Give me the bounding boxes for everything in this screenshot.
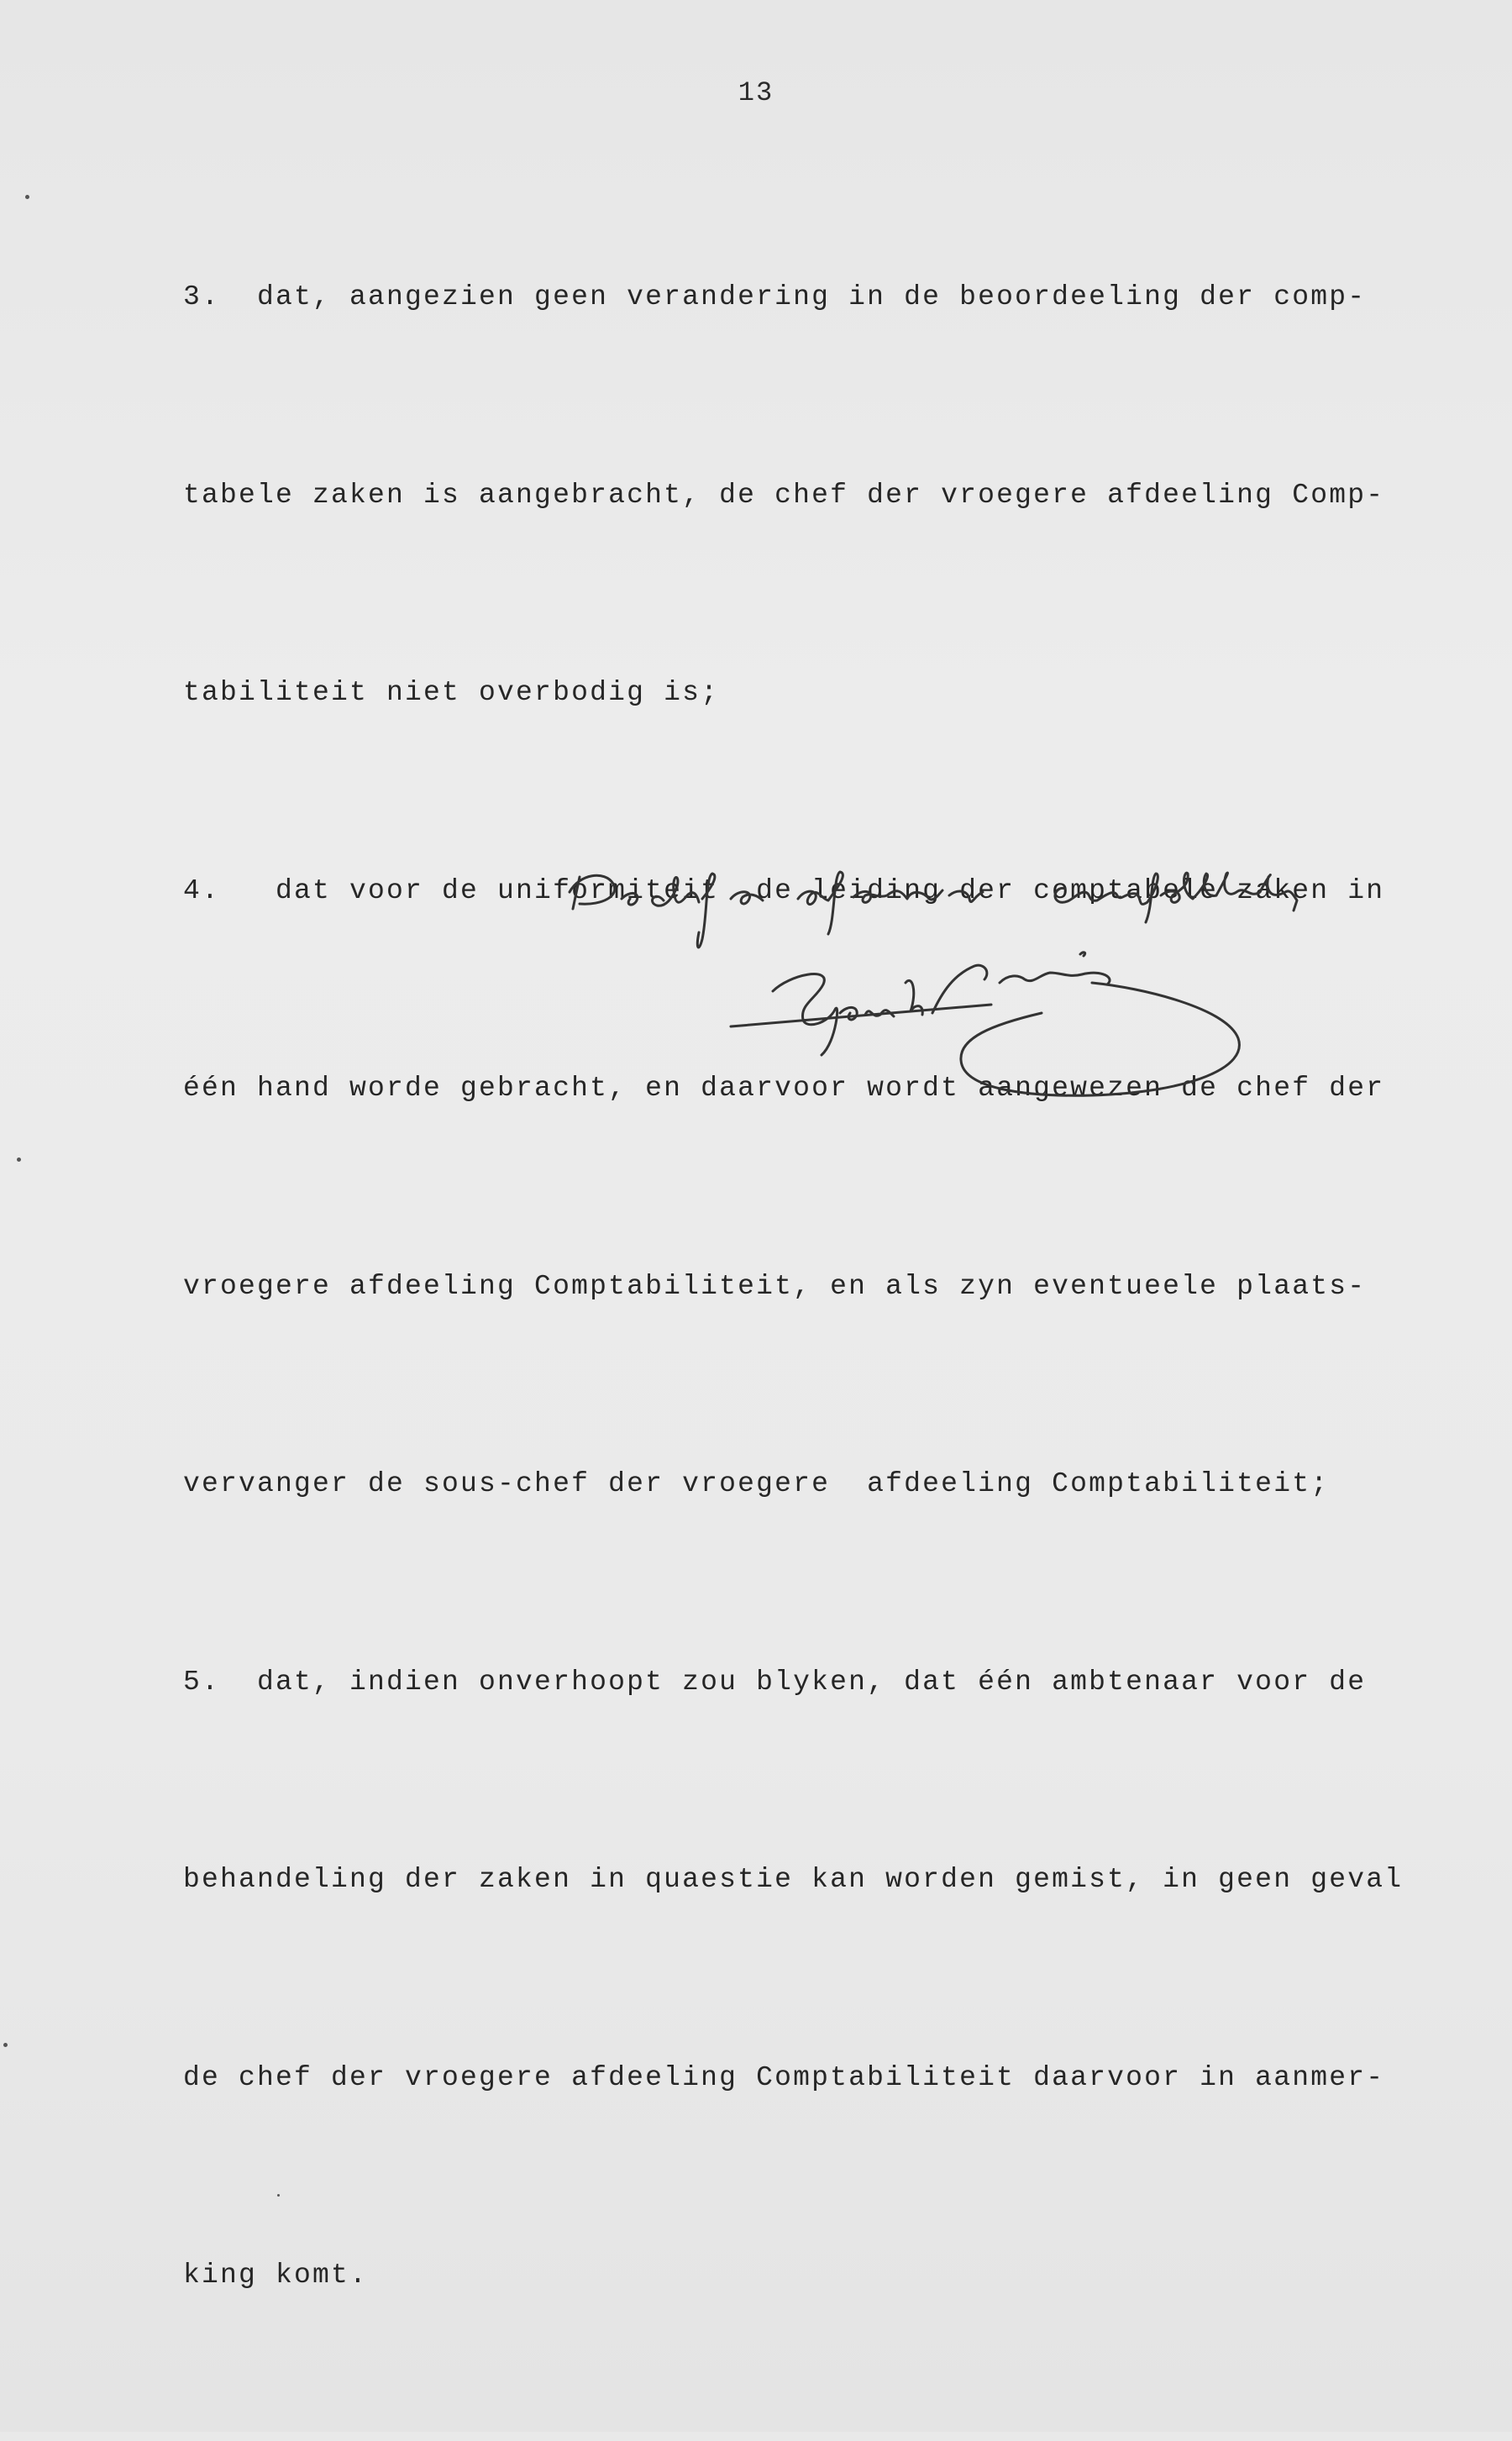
text-line: 5. dat, indien onverhoopt zou blyken, dat één ambtenaar voor de [183,1666,1367,1698]
margin-speck [277,2194,280,2197]
text-line: tabele zaken is aangebracht, de chef der vroegere afdeeling Comp- [183,479,1385,511]
text-line: één hand worde gebracht, en daarvoor wordt aangewezen de chef der [183,1073,1385,1104]
typed-body [183,133,1494,2441]
text-line: tabiliteit niet overbodig is; [183,677,720,708]
margin-speck [25,195,29,199]
text-line: behandeling der zaken in quaestie kan worden gemist, in geen geval [183,1864,1404,1895]
margin-speck [17,1158,21,1162]
text-line: vroegere afdeeling Comptabiliteit, en als zyn eventueele plaats- [183,1270,1367,1302]
margin-speck [3,2043,8,2047]
text-line: vervanger de sous-chef der vroegere afdeeling Comptabiliteit; [183,1468,1330,1499]
page-number: 13 [738,77,774,108]
text-line: de chef der vroegere afdeeling Comptabiliteit daarvoor in aanmer- [183,2061,1385,2093]
handwritten-signature-block [554,840,1428,1117]
text-line: king komt. [183,2260,369,2291]
text-line: 3. dat, aangezien geen verandering in de beoordeeling der comp- [183,281,1367,312]
text-line: 4. dat voor de uniformiteit de leiding der comptabele zaken in [183,874,1385,906]
signature-drawing [554,840,1428,1117]
